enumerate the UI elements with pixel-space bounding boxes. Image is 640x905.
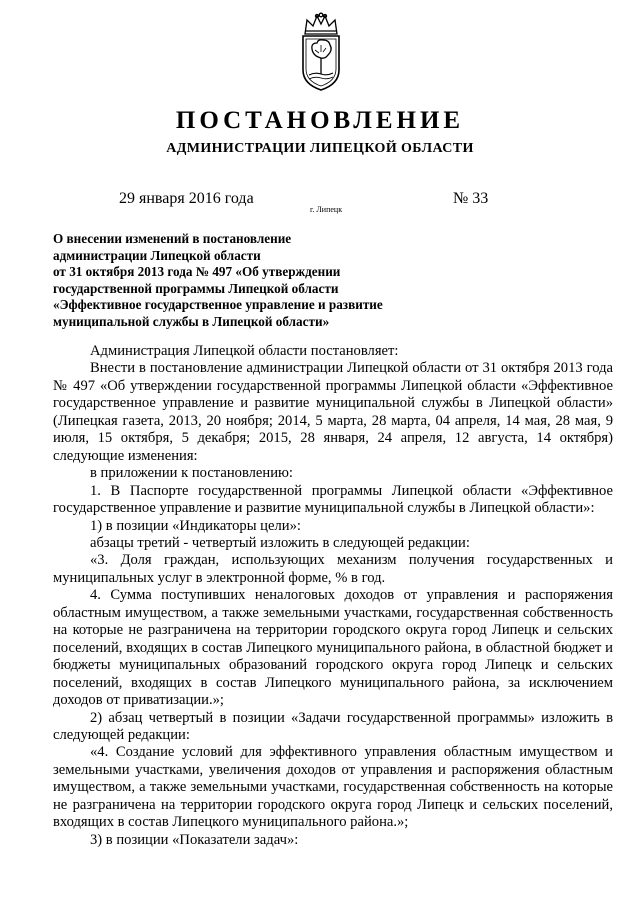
body-paragraph: Администрация Липецкой области постановляет: [90, 343, 399, 359]
heading-line: «Эффективное государственное управление и развитие [53, 297, 383, 312]
body-paragraph: 4. Сумма поступивших неналоговых доходов от управления и распоряжения областным имуществом, а также земельными участками, государственная собственность на которые не разграничена на территории городского округа город Липецк и сельских поселений, входящих в состав Липецкого муниципального района, в областной бюджет и бюджеты муниципальных образований городского округа город Липецк и сельских поселений, входящих в состав Липецкого муниципального района, за исключением доходов от приватизации.»; [53, 587, 613, 709]
body-paragraph: в приложении к постановлению: [90, 465, 293, 482]
heading-line: муниципальной службы в Липецкой области» [53, 313, 330, 329]
body-paragraph: Внести в постановление администрации Липецкой области от 31 октября 2013 года № 497 «Об утверждении государственной программы Липецкой области «Эффективное государственное управление и развитие муниципальной службы в Липецкой области» (Липецкая газета, 2013, 20 ноября; 2014, 5 марта, 28 марта, 04 апреля, 14 мая, 28 мая, 9 июля, 15 октября, 5 декабря; 2015, 28 января, 24 апреля, 12 августа, 14 октября) следующие изменения: [53, 360, 613, 464]
body-paragraph: 1. В Паспорте государственной программы Липецкой области «Эффективное государственное управление и развитие муниципальной службы в Липецкой области»: [53, 482, 613, 517]
document-city: г. Липецк [310, 205, 343, 214]
body-paragraph: 1) в позиции «Индикаторы цели»: [90, 517, 301, 534]
document-date: 29 января 2016 года [119, 190, 254, 207]
body-paragraph: абзацы третий - четвертый изложить в следующей редакции: [90, 534, 470, 551]
document-subject-heading [53, 231, 433, 330]
body-paragraph: «4. Создание условий для эффективного управления областным имуществом и земельными участками, увеличения доходов от управления и распоряжения областным имуществом, а также земельными участками, государственная собственность на которые не разграничена на территории городского округа город Липецк и сельских поселений, входящих в состав Липецкого муниципального района.»; [53, 744, 613, 831]
heading-line: О внесении изменений в постановление [53, 231, 292, 246]
document-body [53, 343, 613, 849]
body-paragraph: 3) в позиции «Показатели задач»: [90, 831, 299, 848]
document-number: № 33 [453, 190, 489, 207]
body-paragraph: «3. Доля граждан, использующих механизм получения государственных и муниципальных услуг в электронной форме, % в год. [53, 552, 613, 586]
heading-line: от 31 октября 2013 года № 497 «Об утверждении [53, 264, 341, 279]
body-paragraph: 2) абзац четвертый в позиции «Задачи государственной программы» изложить в следующей редакции: [53, 709, 613, 743]
heading-line: государственной программы Липецкой области [53, 280, 339, 296]
issuing-authority: АДМИНИСТРАЦИИ ЛИПЕЦКОЙ ОБЛАСТИ [166, 141, 474, 156]
document-title: ПОСТАНОВЛЕНИЕ [175, 107, 465, 134]
coat-of-arms-emblem [295, 12, 347, 94]
heading-line: администрации Липецкой области [53, 247, 261, 263]
